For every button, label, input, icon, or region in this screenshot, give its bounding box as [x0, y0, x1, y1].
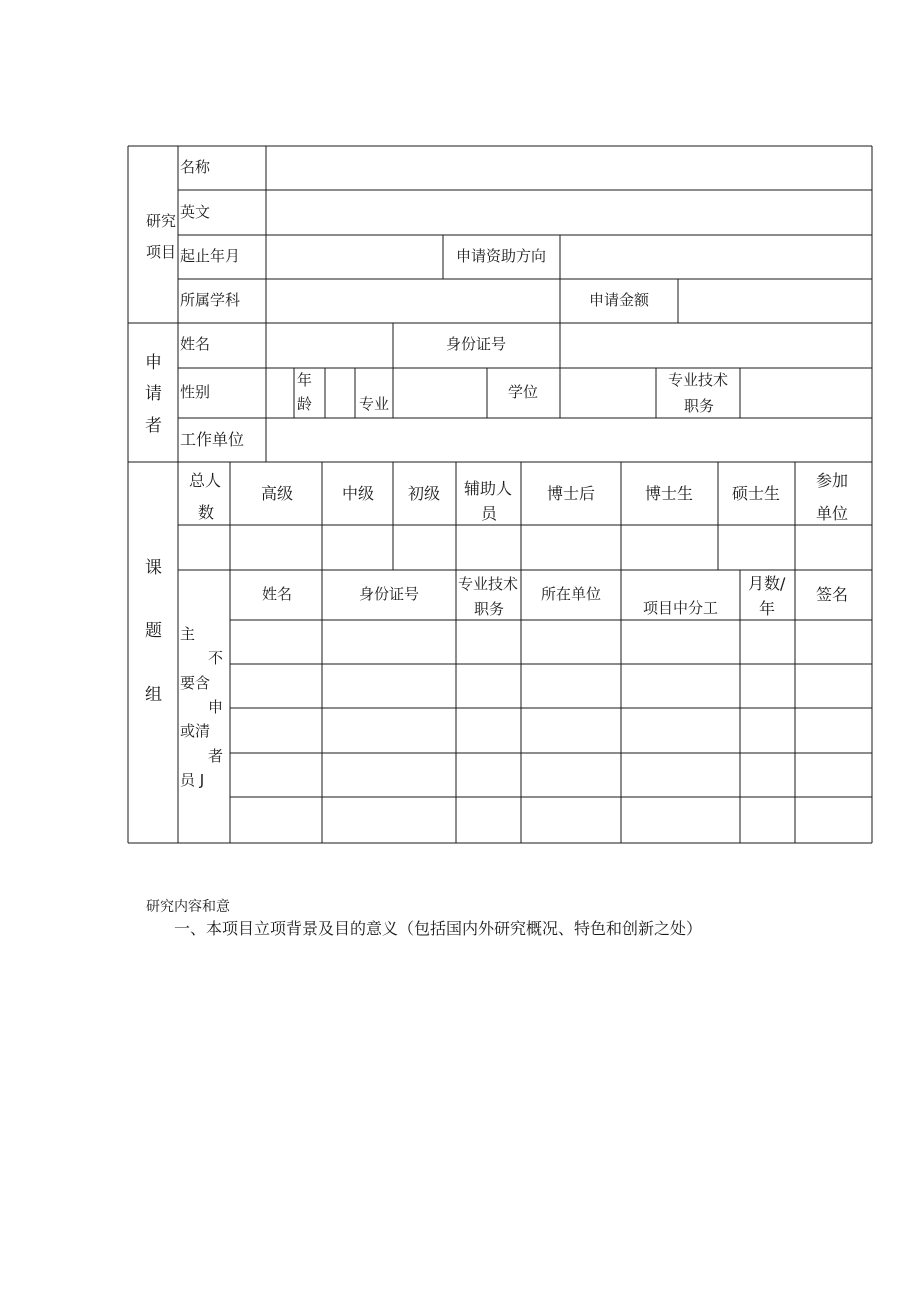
member-signature-header: 签名 [816, 585, 849, 604]
applicant-section-char-3: 者 [145, 416, 162, 436]
major-label: 专业 [359, 395, 390, 413]
stats-total-label-2: 数 [198, 503, 215, 522]
side-note-line-2: 不 [208, 649, 224, 667]
stats-assistant-label-1: 辅助人 [464, 479, 513, 498]
project-section-title: 研究 [146, 212, 177, 230]
funding-direction-label: 申请资助方向 [456, 247, 547, 265]
team-section-char-1: 课 [145, 558, 162, 578]
project-english-label: 英文 [180, 203, 211, 221]
member-role-header: 项目中分工 [643, 599, 719, 617]
stats-junior-label: 初级 [408, 484, 441, 503]
side-note-line-4: 申 [208, 698, 224, 716]
workplace-label: 工作单位 [180, 430, 245, 449]
side-note-line-6: 者 [208, 747, 224, 765]
side-note-line-1: 主 [180, 625, 196, 643]
applicant-id-label: 身份证号 [446, 335, 507, 353]
team-section-char-2: 题 [145, 621, 162, 641]
side-note-line-3: 要含 [180, 674, 211, 692]
member-unit-header: 所在单位 [541, 585, 602, 603]
member-id-header: 身份证号 [359, 585, 420, 603]
side-note-line-5: 或清 [180, 722, 211, 740]
stats-units-label-2: 单位 [816, 504, 849, 523]
stats-phd-label: 博士生 [645, 484, 694, 503]
project-section-title-2: 项目 [146, 243, 177, 261]
content-item-1: 一、本项目立项背景及目的意义（包括国内外研究概况、特色和创新之处） [174, 919, 703, 938]
degree-label: 学位 [508, 383, 539, 401]
applicant-section-char-2: 请 [145, 384, 162, 404]
discipline-label: 所属学科 [180, 291, 241, 309]
age-label-1: 年 [297, 371, 313, 389]
gender-label: 性别 [180, 383, 211, 401]
member-title-header-1: 专业技术 [458, 575, 519, 593]
stats-postdoc-label: 博士后 [547, 484, 596, 503]
project-period-label: 起止年月 [180, 247, 241, 265]
member-title-header-2: 职务 [474, 600, 505, 618]
amount-label: 申请金额 [589, 291, 650, 309]
team-section-char-3: 组 [145, 685, 162, 705]
member-months-header-2: 年 [759, 599, 776, 618]
stats-total-label-1: 总人 [189, 471, 222, 490]
project-name-label: 名称 [180, 158, 211, 176]
stats-middle-label: 中级 [342, 484, 375, 503]
age-label-2: 龄 [297, 395, 313, 413]
member-months-header-1: 月数/ [748, 574, 786, 593]
member-name-header: 姓名 [262, 585, 293, 603]
content-heading: 研究内容和意 [146, 899, 230, 915]
tech-title-label-2: 职务 [684, 397, 715, 415]
applicant-section-char-1: 申 [145, 353, 162, 373]
side-note-line-7: 员 J [180, 771, 205, 789]
tech-title-label-1: 专业技术 [668, 371, 729, 389]
stats-assistant-label-2: 员 [481, 504, 498, 523]
stats-master-label: 硕士生 [732, 484, 781, 503]
stats-units-label-1: 参加 [816, 471, 849, 490]
applicant-name-label: 姓名 [180, 335, 211, 353]
stats-senior-label: 高级 [261, 484, 294, 503]
